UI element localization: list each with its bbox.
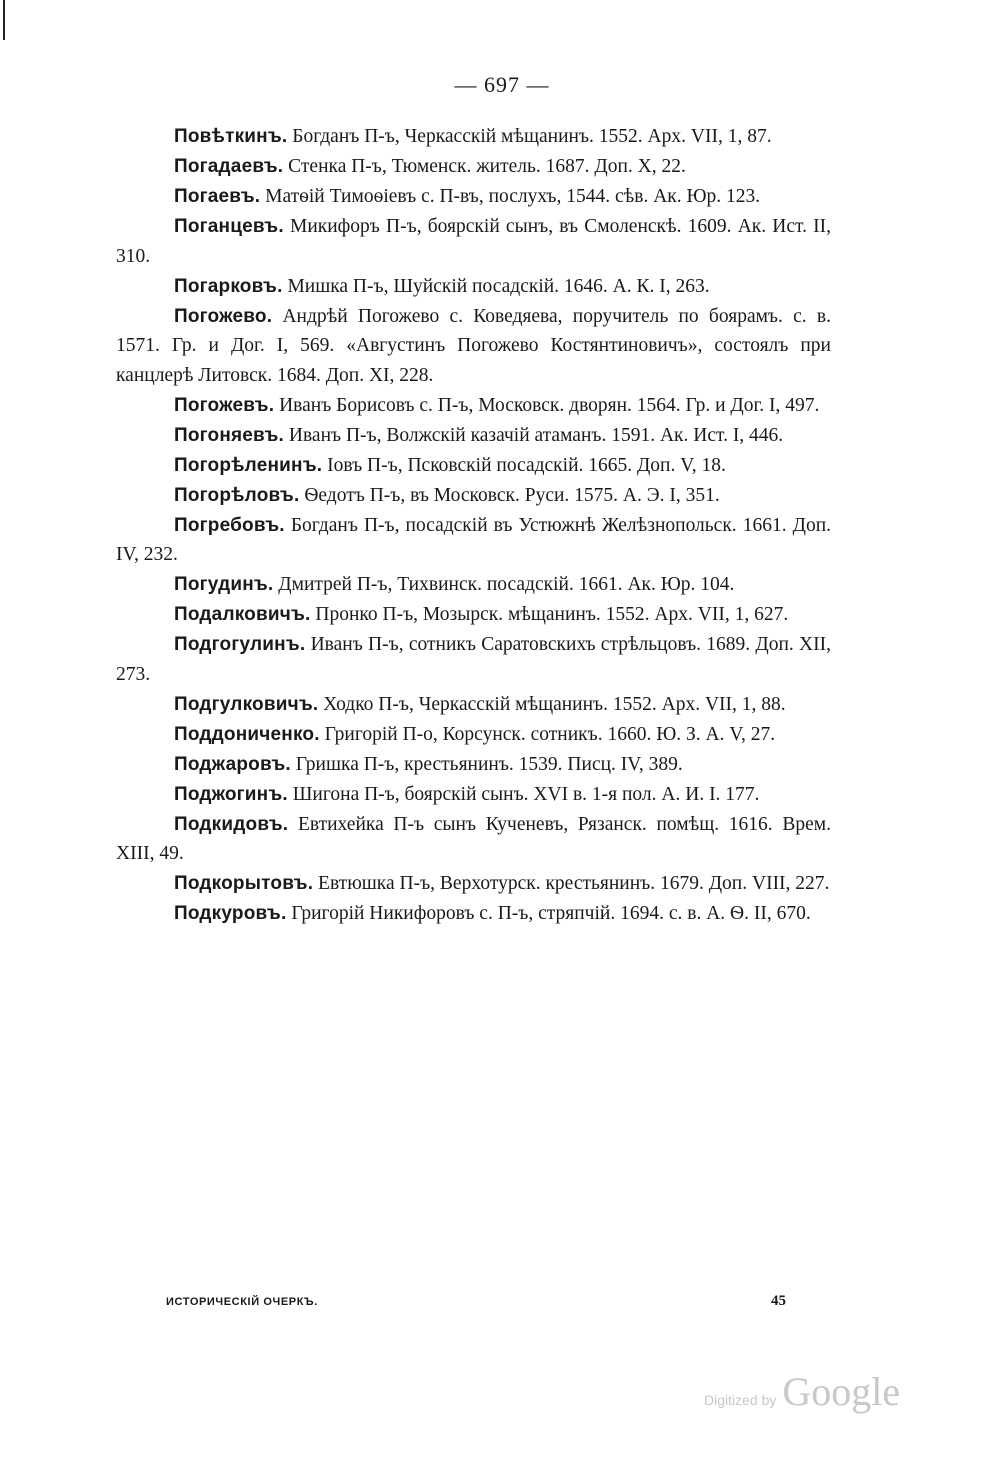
entry-headword: Подгулковичъ. xyxy=(174,693,319,715)
entry xyxy=(116,869,831,899)
entry xyxy=(116,212,831,271)
page-number: — 697 — xyxy=(454,72,550,97)
entry-text: Гришка П-ъ, крестьянинъ. 1539. Писц. IV, 389. xyxy=(295,753,683,775)
entry xyxy=(116,421,831,451)
entry-text: Богданъ П-ъ, Черкасскій мѣщанинъ. 1552. Арх. VII, 1, 87. xyxy=(292,126,772,147)
entry xyxy=(116,690,831,720)
entry-headword: Погоняевъ. xyxy=(174,424,284,446)
entry-headword: Погадаевъ. xyxy=(174,156,284,177)
entry-text: Андрѣй Погожево с. Коведяева, поручитель по боярамъ. с. в. 1571. Гр. и Дог. I, 569. «Августинъ Погожево Костянтиновичъ», состоялъ при канцлерѣ Литовск. 1684. Доп. XI, 228. xyxy=(116,305,832,386)
entry-text: Иванъ П-ъ, Волжскій казачій атаманъ. 1591. Ак. Ист. I, 446. xyxy=(288,424,784,446)
entry-text: Микифоръ П-ъ, боярскій сынъ, въ Смоленскѣ. 1609. Ак. Ист. II, 310. xyxy=(116,216,831,267)
entry-text: Евтихейка П-ъ сынъ Кученевъ, Рязанск. помѣщ. 1616. Врем. XIII, 49. xyxy=(116,813,831,864)
entry xyxy=(116,302,831,391)
entry-headword: Погаевъ. xyxy=(174,186,261,207)
entry-headword: Погожевъ. xyxy=(174,394,275,416)
entry-headword: Подкуровъ. xyxy=(174,903,287,924)
signature-mark: 45 xyxy=(771,1293,786,1309)
entry xyxy=(116,630,831,689)
entry xyxy=(116,780,831,810)
entry xyxy=(116,272,831,302)
digitized-watermark xyxy=(704,1368,900,1415)
entry-headword: Погарковъ. xyxy=(174,275,283,297)
entry xyxy=(116,600,831,630)
entry-text: Стенка П-ъ, Тюменск. житель. 1687. Доп. X, 22. xyxy=(288,156,686,177)
entry xyxy=(116,720,831,750)
page-footer xyxy=(166,1293,786,1310)
entry-text: Ходко П-ъ, Черкасскій мѣщанинъ. 1552. Арх. VII, 1, 88. xyxy=(323,693,786,715)
entry-text: Евтюшка П-ъ, Верхотурск. крестьянинъ. 1679. Доп. VIII, 227. xyxy=(318,873,830,894)
entry-text: Ѳедотъ П-ъ, въ Московск. Руси. 1575. А. Э. I, 351. xyxy=(304,484,720,506)
entry-headword: Подкорытовъ. xyxy=(174,873,314,894)
entry xyxy=(116,481,831,511)
entry-headword: Поганцевъ. xyxy=(174,216,284,237)
entry-headword: Погожево. xyxy=(174,305,273,327)
entry xyxy=(116,122,831,152)
entry-headword: Поддониченко. xyxy=(174,723,320,745)
entry xyxy=(116,570,831,600)
entry xyxy=(116,391,831,421)
entry xyxy=(116,750,831,780)
entry-text: Григорій П-о, Корсунск. сотникъ. 1660. Ю. З. А. V, 27. xyxy=(324,723,776,745)
entry-text: Пронко П-ъ, Мозырск. мѣщанинъ. 1552. Арх. VII, 1, 627. xyxy=(315,604,789,625)
entry-headword: Погорѣленинъ. xyxy=(174,454,323,476)
entry-headword: Поджаровъ. xyxy=(174,753,291,775)
entry-text: Матѳій Тимоѳіевъ с. П-въ, послухъ, 1544. сѣв. Ак. Юр. 123. xyxy=(265,186,761,207)
watermark-brand: Google xyxy=(782,1369,901,1414)
entry-text: Мишка П-ъ, Шуйскій посадскій. 1646. А. К. I, 263. xyxy=(287,275,710,297)
watermark-prefix: Digitized by xyxy=(704,1392,777,1408)
entry-text: Іовъ П-ъ, Псковскій посадскій. 1665. Доп. V, 18. xyxy=(327,454,726,476)
entry xyxy=(116,511,831,570)
entry-headword: Подалковичъ. xyxy=(174,604,311,625)
entry-headword: Погребовъ. xyxy=(174,514,285,536)
entry xyxy=(116,152,831,182)
entry-headword: Погорѣловъ. xyxy=(174,484,300,506)
entry-headword: Подкидовъ. xyxy=(174,813,289,835)
entry-text: Дмитрей П-ъ, Тихвинск. посадскій. 1661. Ак. Юр. 104. xyxy=(278,574,735,595)
entry-list xyxy=(116,122,831,929)
scan-edge-mark xyxy=(3,0,5,40)
entry-headword: Погудинъ. xyxy=(174,574,274,595)
entry xyxy=(116,182,831,212)
entry xyxy=(116,451,831,481)
entry-text: Иванъ Борисовъ с. П-ъ, Московск. дворян. 1564. Гр. и Дог. I, 497. xyxy=(279,394,820,416)
entry-text: Богданъ П-ъ, посадскій въ Устюжнѣ Желѣзнопольск. 1661. Доп. IV, 232. xyxy=(116,514,832,565)
entry-headword: Поджогинъ. xyxy=(174,783,288,805)
entry xyxy=(116,899,831,929)
entry-headword: Подгогулинъ. xyxy=(174,634,306,655)
entry-text: Шигона П-ъ, боярскій сынъ. XVI в. 1-я пол. А. И. I. 177. xyxy=(292,783,760,805)
entry-headword: Повѣткинъ. xyxy=(174,126,288,147)
entry-text: Иванъ П-ъ, сотникъ Саратовскихъ стрѣльцовъ. 1689. Доп. XII, 273. xyxy=(116,634,831,685)
entry xyxy=(116,810,831,869)
entry-text: Григорій Никифоровъ с. П-ъ, стряпчій. 1694. с. в. А. Ѳ. II, 670. xyxy=(291,903,811,924)
footer-title: ИСТОРИЧЕСКІЙ ОЧЕРКЪ. xyxy=(166,1296,318,1308)
